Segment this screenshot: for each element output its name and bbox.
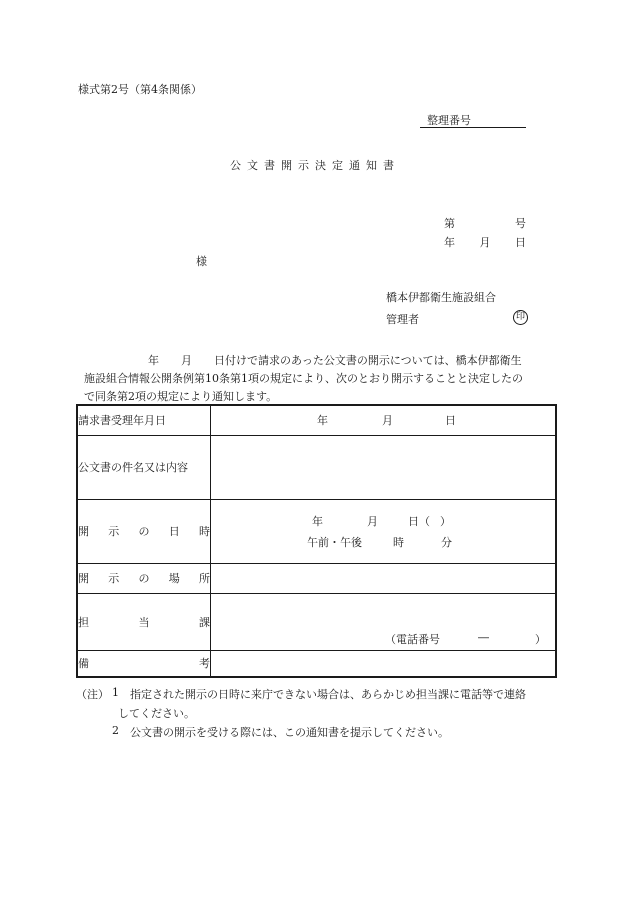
dt-ampm: 午前・午後 <box>307 535 362 549</box>
sender-organization: 橋本伊都衛生施設組合 <box>386 291 496 304</box>
phone-open: （電話番号 <box>385 632 440 646</box>
phone-dash: ― <box>478 630 489 644</box>
disclosure-place-label <box>77 563 211 593</box>
disclosure-place-label-text: 開 示 の 場 所 <box>78 572 210 585</box>
dt-minute: 分 <box>441 535 452 549</box>
dt-hour: 時 <box>393 535 404 549</box>
table-row <box>77 650 556 677</box>
reference-number-field <box>420 104 526 128</box>
disclosure-form-table <box>76 404 557 678</box>
form-id: 様式第2号（第4条関係） <box>78 83 202 96</box>
notes-prefix: （注） <box>76 688 109 701</box>
issue-month: 月 <box>479 236 491 249</box>
note-1-line-2: してください。 <box>118 707 195 720</box>
remarks-label-text: 備 考 <box>78 657 210 671</box>
table-row <box>77 499 556 563</box>
note-1-line-1: 指定された開示の日時に来庁できない場合は、あらかじめ担当課に電話等で連絡 <box>130 688 526 701</box>
note-1-number: 1 <box>112 686 119 699</box>
department-label-text: 担 当 課 <box>78 615 210 629</box>
dt-day: 日（ <box>408 514 430 528</box>
request-date-day: 日 <box>445 414 456 428</box>
remarks-label <box>77 650 211 677</box>
issue-number-prefix: 第 <box>444 217 455 230</box>
body-line-1: 年 月 日付けで請求のあった公文書の開示については、橋本伊都衛生 <box>148 354 522 367</box>
dt-weekday-close: ） <box>440 514 451 528</box>
request-date-label: 請求書受理年月日 <box>77 405 211 435</box>
department-label <box>77 593 211 650</box>
document-title: 公文書開示決定通知書 <box>230 159 400 172</box>
disclosure-datetime-label <box>77 499 211 563</box>
issue-number-suffix: 号 <box>515 217 526 230</box>
dt-month: 月 <box>367 514 378 528</box>
phone-close: ） <box>535 632 546 646</box>
note-2-line-1: 公文書の開示を受ける際には、この通知書を提示してください。 <box>130 726 449 739</box>
department-field[interactable] <box>211 593 557 650</box>
table-row <box>77 593 556 650</box>
document-title-field[interactable] <box>211 435 557 499</box>
request-date-month: 月 <box>382 414 393 428</box>
dt-year: 年 <box>312 514 323 528</box>
body-line-3: で同条第2項の規定により通知します。 <box>84 390 278 403</box>
table-row <box>77 435 556 499</box>
body-line-2: 施設組合情報公開条例第10条第1項の規定により、次のとおり開示することと決定したの <box>84 372 523 385</box>
table-row <box>77 405 556 435</box>
request-date-field[interactable] <box>211 405 557 435</box>
addressee-suffix: 様 <box>196 255 207 268</box>
table-row <box>77 563 556 593</box>
note-2-number: 2 <box>112 724 119 737</box>
disclosure-datetime-label-text: 開 示 の 日 時 <box>78 525 210 538</box>
seal-mark: 印 <box>513 310 528 325</box>
document-title-label: 公文書の件名又は内容 <box>77 435 211 499</box>
disclosure-place-field[interactable] <box>211 563 557 593</box>
issue-date <box>444 237 526 248</box>
request-date-year: 年 <box>317 414 328 428</box>
remarks-field[interactable] <box>211 650 557 677</box>
disclosure-datetime-field[interactable] <box>211 499 557 563</box>
issue-day: 日 <box>515 236 526 249</box>
reference-number-label: 整理番号 <box>427 114 471 127</box>
issue-number <box>444 218 526 229</box>
issue-year: 年 <box>444 236 455 249</box>
sender-title: 管理者 <box>386 313 419 326</box>
